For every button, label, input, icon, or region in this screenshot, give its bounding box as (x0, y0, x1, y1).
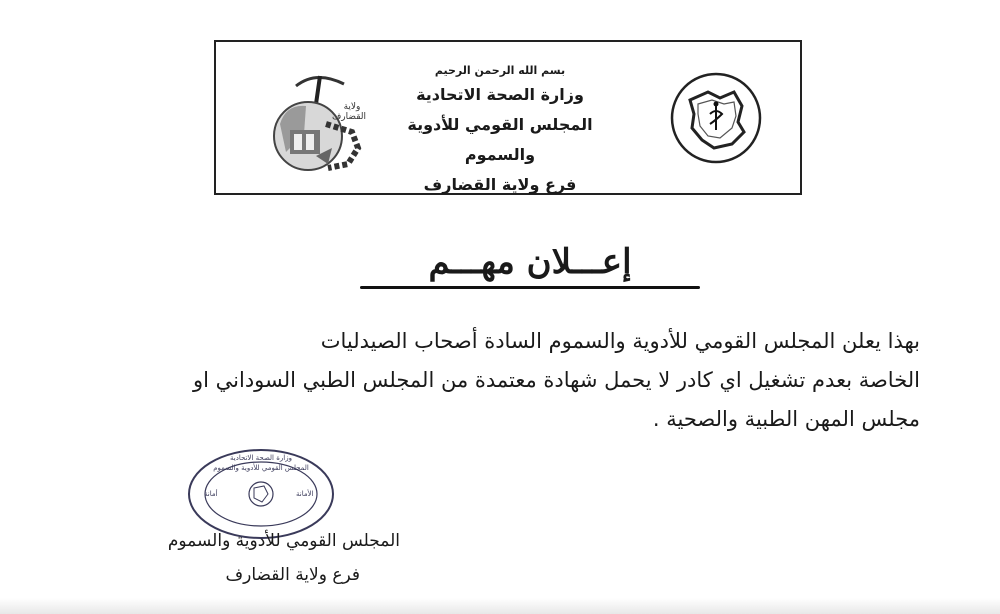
signature-line-1: المجلس القومي للأدوية والسموم (167, 531, 400, 551)
title-underline (360, 286, 700, 289)
announcement-title-text: إعـــلان مهـــم (428, 242, 632, 282)
body-line: الخاصة بعدم تشغيل اي كادر لا يحمل شهادة معتمدة من المجلس الطبي السوداني او (192, 368, 920, 392)
stamp-top-text: وزارة الصحة الاتحادية (230, 454, 292, 462)
announcement-body (60, 322, 920, 439)
body-line: بهذا يعلن المجلس القومي للأدوية والسموم السادة أصحاب الصيدليات (320, 329, 920, 353)
signature-line-2: فرع ولاية القضارف (225, 565, 360, 585)
letterhead (214, 40, 802, 195)
letterhead-text (380, 62, 620, 200)
ministry-name: وزارة الصحة الاتحادية (416, 85, 584, 104)
state-logo-caption: ولاية القضارف (331, 102, 366, 122)
branch-name: فرع ولاية القضارف (423, 175, 577, 194)
stamp-left-word: أمانة (204, 490, 218, 498)
stamp-middle-text: المجلس القومي للأدوية والسموم (213, 464, 309, 472)
body-line: مجلس المهن الطبية والصحية . (652, 407, 920, 431)
basmala: بسم الله الرحمن الرحيم (434, 64, 566, 77)
stamp-right-word: الأمانة (296, 490, 314, 498)
signature-block (120, 524, 400, 592)
announcement-title (360, 242, 700, 302)
page-edge-shadow (0, 598, 1000, 614)
council-name: المجلس القومي للأدوية والسموم (407, 115, 593, 164)
council-seal-icon (668, 70, 764, 166)
